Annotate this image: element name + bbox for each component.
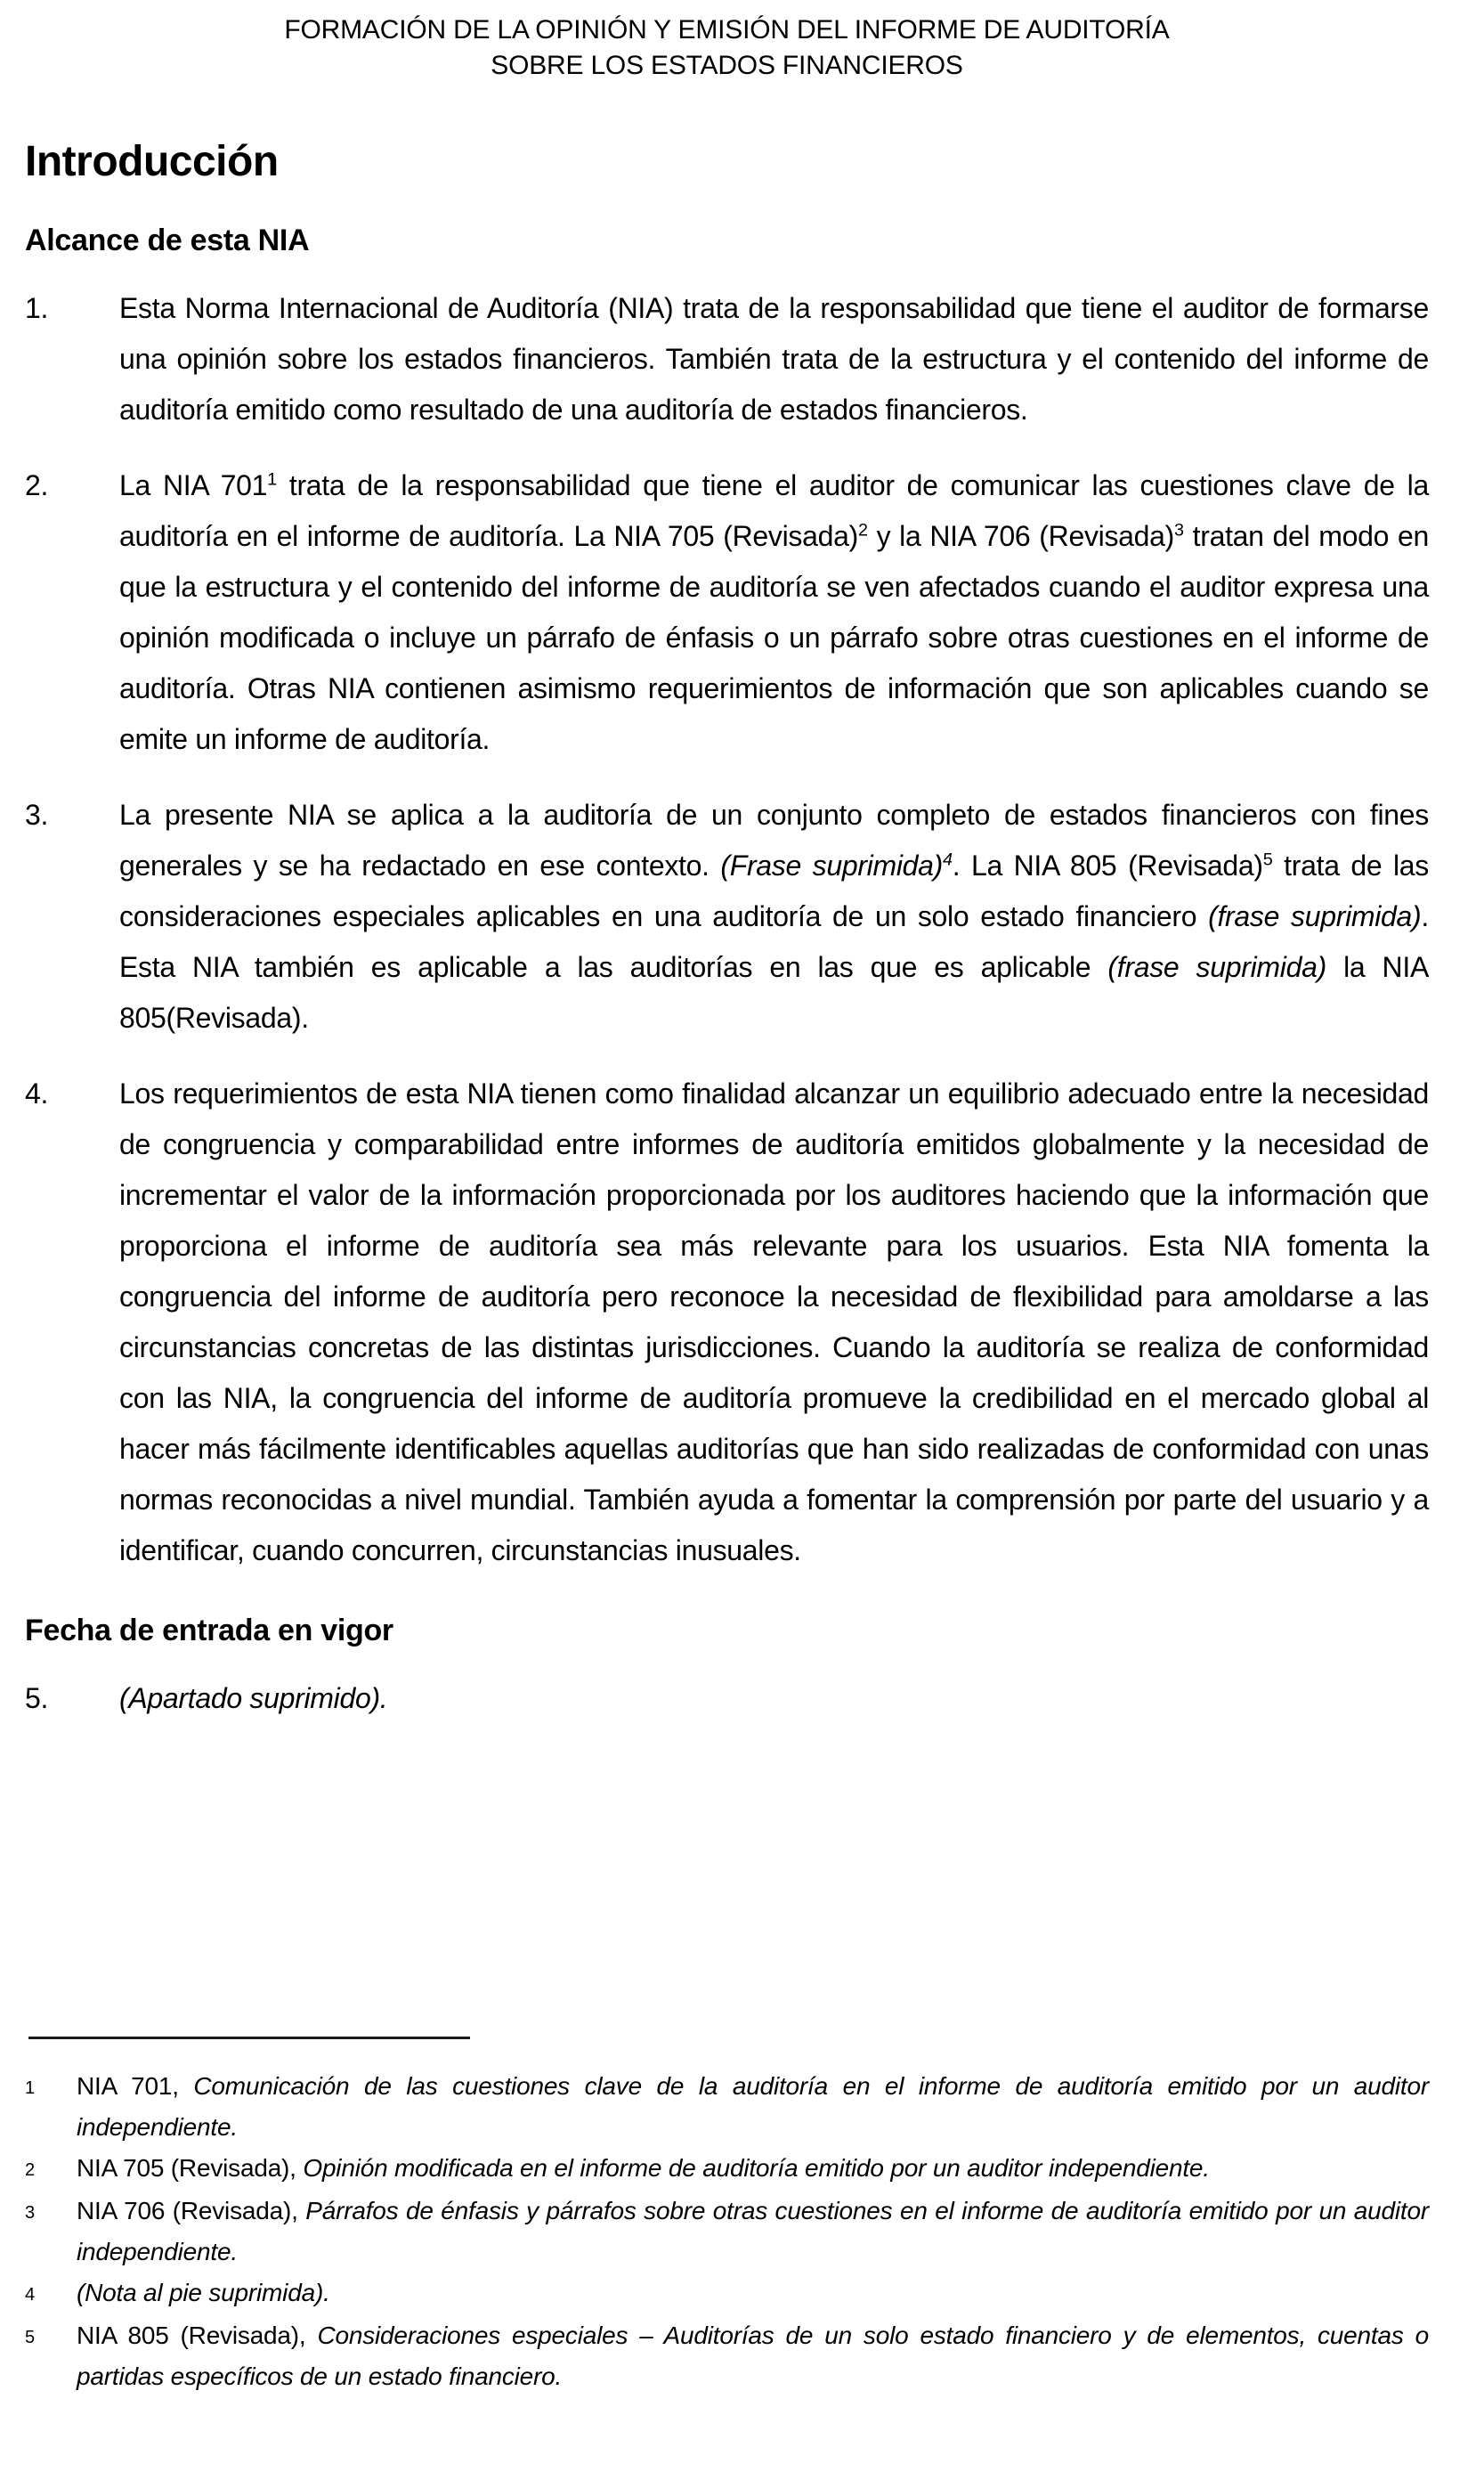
paragraph-text: La NIA $701^1$ trata de la responsabilidad que tiene el auditor de comunicar las cuestiones clave de la auditoría en el informe de auditoría. La NIA 705 (Revisada)$^2$ y la NIA 706 (Revisada)$^3$ tratan del modo en que la estructura y el contenido del informe de auditoría se ven afectados cuando el auditor expresa una opinión modificada o incluye un párrafo de énfasis o un párrafo sobre otras cuestiones en el informe de auditoría. Otras NIA contienen asimismo requerimientos de información que son aplicables cuando se emite un informe de auditoría.: [119, 469, 1429, 755]
footnote-number: 1: [25, 2078, 35, 2098]
footnote-number: 3: [25, 2203, 35, 2223]
footnote-text: (Nota al pie suprimida).: [77, 2279, 330, 2306]
footnote-1: [25, 2066, 1429, 2148]
paragraph-number: 4.: [25, 1077, 49, 1110]
footnotes-section: [25, 2037, 1429, 2397]
paragraph-number: 1.: [25, 292, 49, 324]
paragraph-number: 5.: [25, 1682, 49, 1714]
footnote-text: NIA 706 (Revisada), Párrafos de énfasis y párrafos sobre otras cuestiones en el informe de auditoría emitido por un auditor independiente.: [77, 2197, 1429, 2265]
footnote-text: NIA 805 (Revisada), Consideraciones especiales – Auditorías de un solo estado financiero y de elementos, cuentas o partidas específicos de un estado financiero.: [77, 2322, 1429, 2390]
footnote-text: NIA 705 (Revisada), Opinión modificada en el informe de auditoría emitido por un auditor independiente.: [77, 2154, 1210, 2182]
paragraph-1: [25, 283, 1429, 435]
paragraph-5: [25, 1673, 1429, 1724]
paragraph-4: [25, 1069, 1429, 1576]
footnote-number: 4: [25, 2285, 35, 2305]
subsection-heading-alcance: Alcance de esta NIA: [25, 224, 310, 257]
footnote-number: 2: [25, 2160, 35, 2180]
paragraph-text: (Apartado suprimido).: [119, 1682, 388, 1714]
footnote-3: [25, 2191, 1429, 2273]
footnote-2: [25, 2148, 1429, 2191]
section-title-introduccion: Introducción: [25, 138, 279, 185]
subsection-heading-fecha: Fecha de entrada en vigor: [25, 1614, 393, 1647]
footnote-number: 5: [25, 2328, 35, 2347]
paragraph-number: 3.: [25, 799, 49, 831]
header-line-2: SOBRE LOS ESTADOS FINANCIEROS: [491, 51, 963, 80]
paragraph-text: Esta Norma Internacional de Auditoría (NIA) trata de la responsabilidad que tiene el auditor de formarse una opinión sobre los estados financieros. También trata de la estructura y el contenido del informe de auditoría emitido como resultado de una auditoría de estados financieros.: [119, 292, 1429, 426]
paragraph-text: Los requerimientos de esta NIA tienen como finalidad alcanzar un equilibrio adecuado entre la necesidad de congruencia y comparabilidad entre informes de auditoría emitidos globalmente y la necesidad de incrementar el valor de la información proporcionada por los auditores haciendo que la información que proporciona el informe de auditoría sea más relevante para los usuarios. Esta NIA fomenta la congruencia del informe de auditoría pero reconoce la necesidad de flexibilidad para amoldarse a las circunstancias concretas de las distintas jurisdicciones. Cuando la auditoría se realiza de conformidad con las NIA, la congruencia del informe de auditoría promueve la credibilidad en el mercado global al hacer más fácilmente identificables aquellas auditorías que han sido realizadas de conformidad con unas normas reconocidas a nivel mundial. También ayuda a fomentar la comprensión por parte del usuario y a identificar, cuando concurren, circunstancias inusuales.: [119, 1077, 1429, 1566]
footnote-text: NIA 701, Comunicación de las cuestiones clave de la auditoría en el informe de auditoría emitido por un auditor independiente.: [77, 2072, 1429, 2141]
page-header: [25, 12, 1429, 84]
header-line-1: FORMACIÓN DE LA OPINIÓN Y EMISIÓN DEL INFORME DE AUDITORÍA: [284, 15, 1170, 45]
paragraph-3: [25, 790, 1429, 1044]
footnote-5: [25, 2315, 1429, 2397]
footnote-4: [25, 2273, 1429, 2315]
paragraph-text: La presente NIA se aplica a la auditoría de un conjunto completo de estados financieros con fines generales y se ha redactado en ese contexto. (Frase suprimida)$^4$. La NIA 805 (Revisada)$^5$ trata de las consideraciones especiales aplicables en una auditoría de un solo estado financiero (frase suprimida). Esta NIA también es aplicable a las auditorías en las que es aplicable (frase suprimida) la NIA 805(Revisada).: [119, 799, 1429, 1034]
footnote-separator: [28, 2037, 470, 2039]
paragraph-number: 2.: [25, 469, 49, 501]
paragraph-2: [25, 460, 1429, 765]
